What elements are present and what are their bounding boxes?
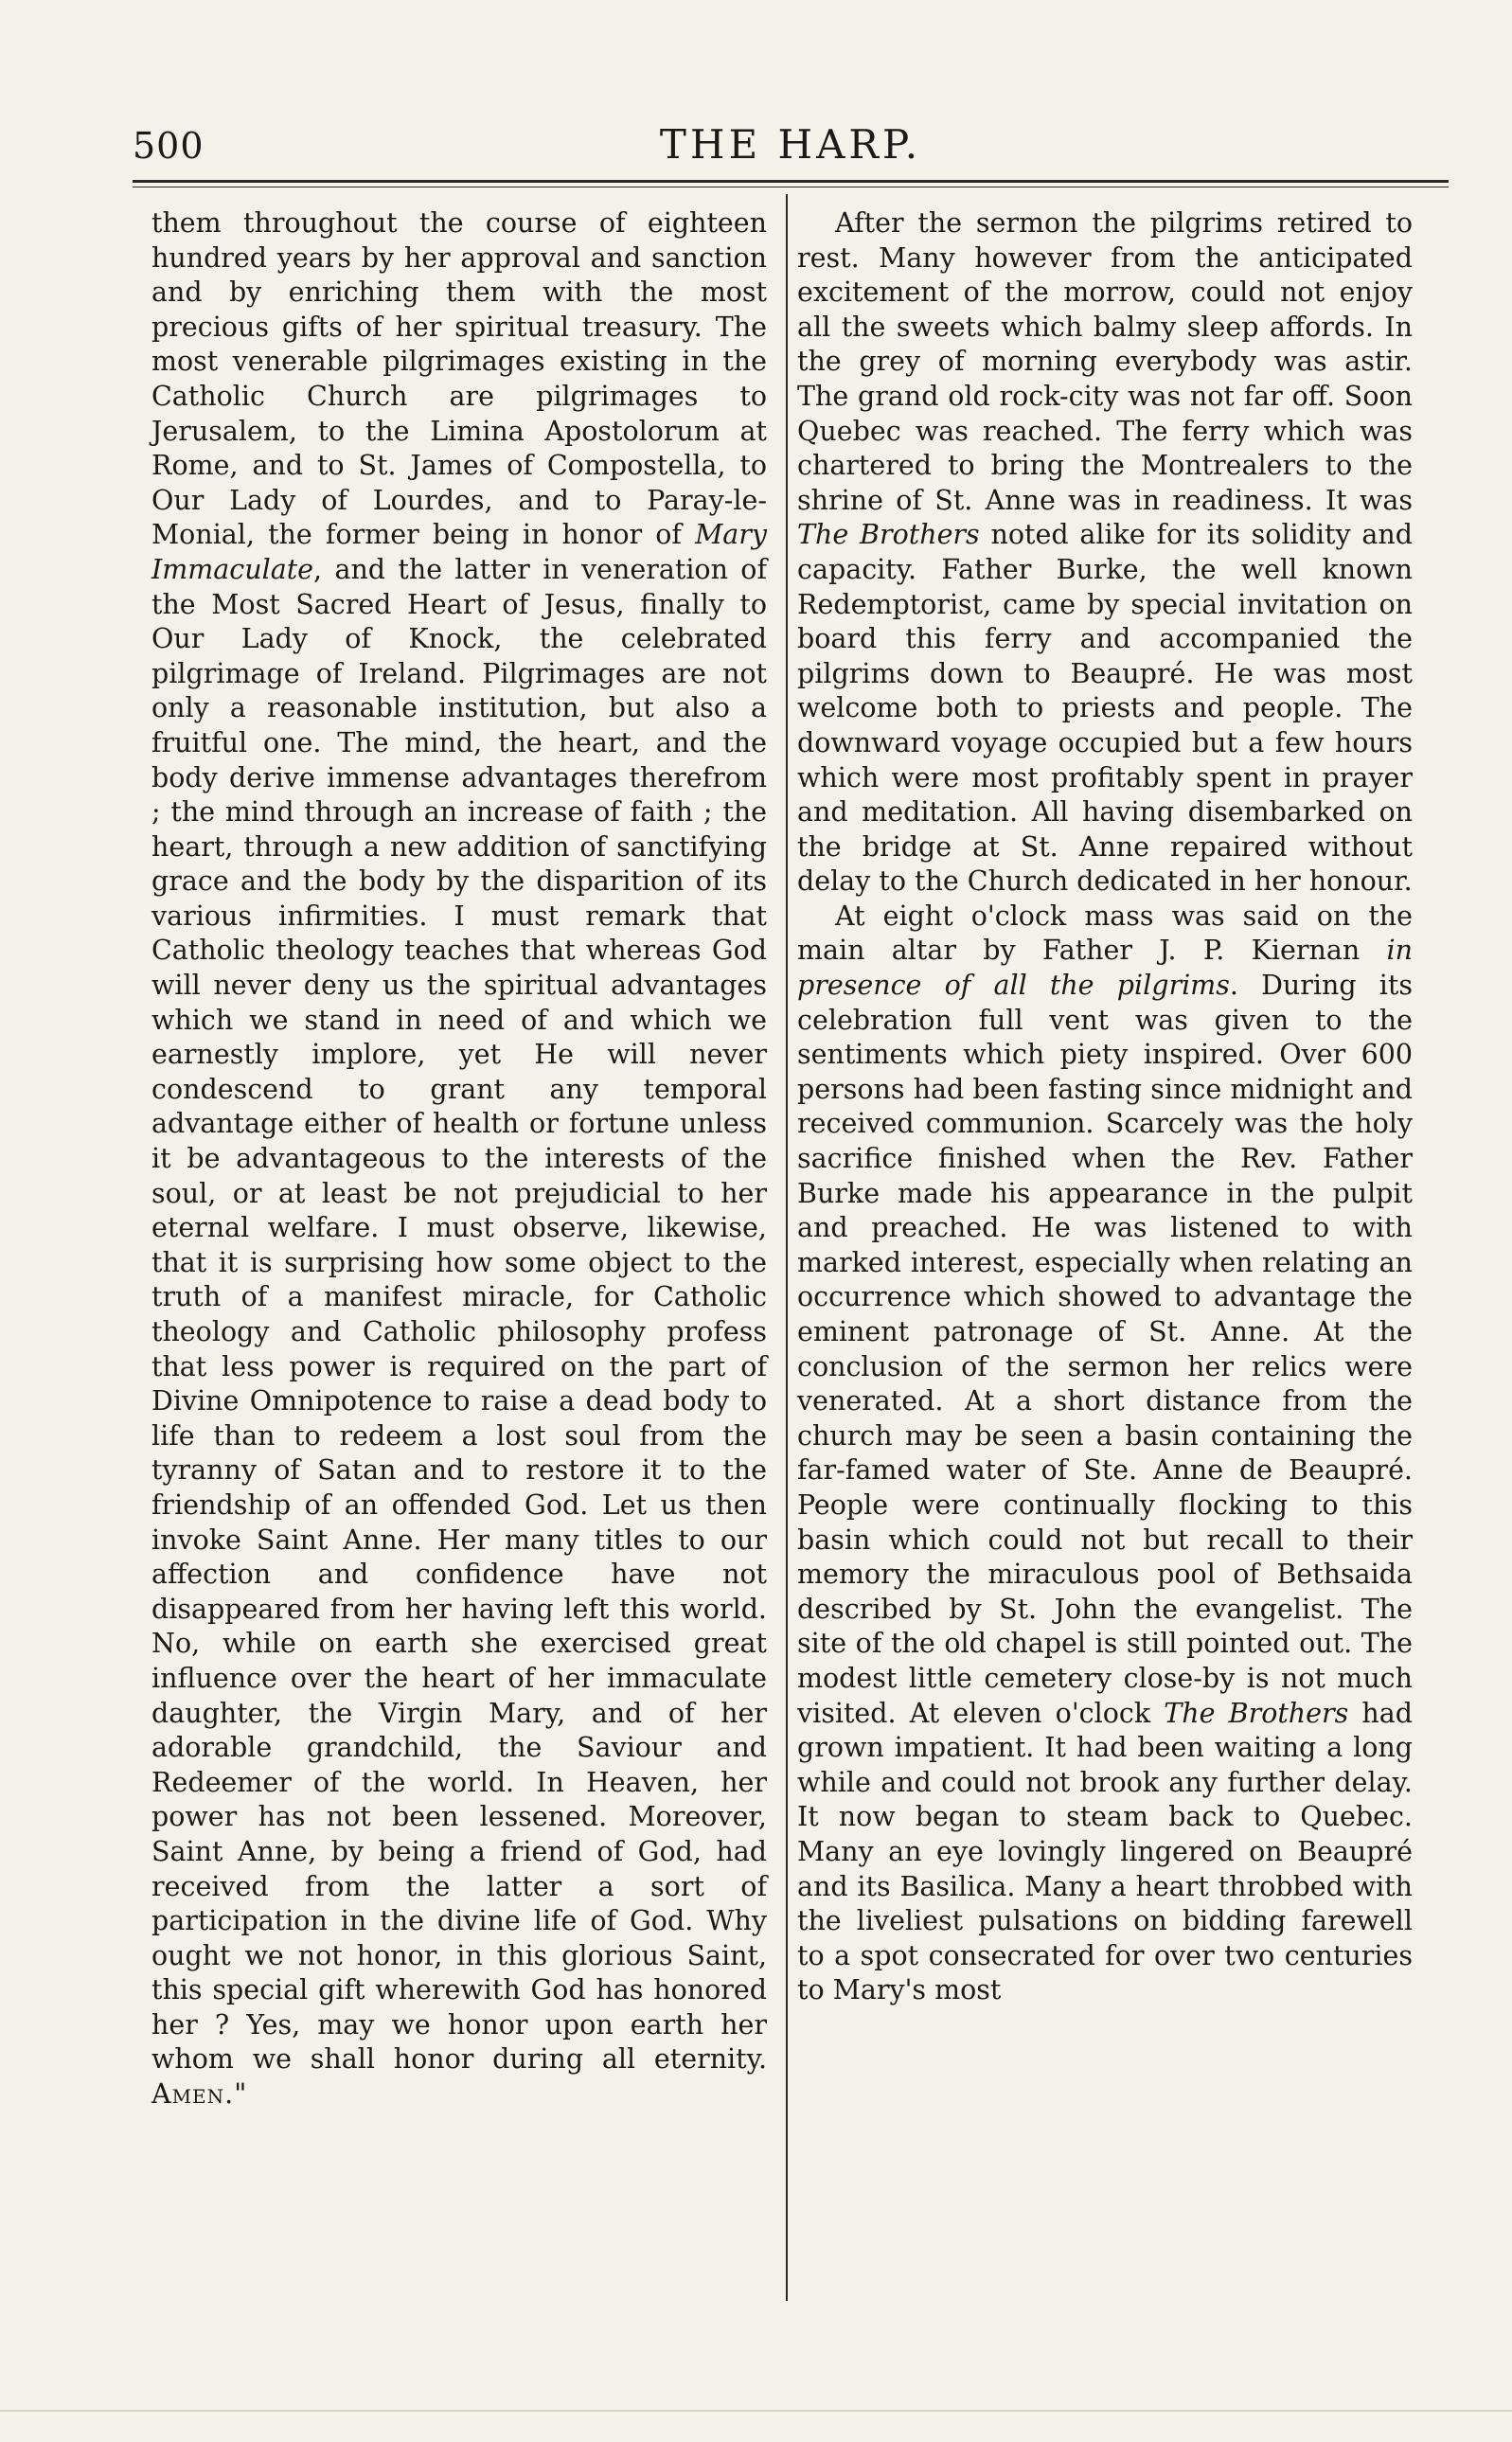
column-divider <box>786 194 788 2301</box>
italic-text: The Brothers <box>797 519 980 551</box>
page-bottom-edge <box>0 2410 1512 2412</box>
italic-text: in presence of all the pilgrims <box>797 935 1413 1002</box>
right-paragraph-2 <box>797 900 1413 2008</box>
left-column <box>151 206 767 2112</box>
text-run: noted alike for its solidity and capacity. Father Burke, the well known Redemptorist, came by special invitation on board this ferry and accompanied the pilgrims down to Beaupré. He was most welcome both to priests and people. The downward voyage occupied but a few hours which were most profitably spent in prayer and meditation. All having disembarked on the bridge at St. Anne repaired without delay to the Church dedicated in her honour. <box>797 519 1413 898</box>
text-run: had grown impatient. It had been waiting a long while and could not brook any further delay. It now began to steam back to Quebec. Many an eye lovingly lingered on Beaupré and its Basilica. Many a heart throbbed with the liveliest pulsations on bidding farewell to a spot consecrated for over two centuries to Mary's most <box>797 1697 1413 2006</box>
italic-text: The Brothers <box>1164 1697 1349 1729</box>
right-paragraph-1 <box>797 206 1413 900</box>
right-column <box>797 206 1413 2008</box>
amen-text: Amen. <box>151 2078 235 2111</box>
text-run: At eight o'clock mass was said on the main altar by Father J. P. Kiernan <box>797 900 1413 967</box>
italic-text: Mary Immaculate <box>151 519 767 585</box>
text-run: , and the latter in veneration of the Most Sacred Heart of Jesus, finally to Our Lady of Knock, the celebrated pilgrimage of Ireland. Pilgrimages are not only a reasonable institution, but also a fruitful one. The mind, the heart, and the body derive immense advantages therefrom ; the mind through an increase of faith ; the heart, through a new addition of sanctifying grace and the body by the disparition of its various infirmities. I must remark that Catholic theology teaches that whereas God will never deny us the spiritual advantages which we stand in need of and which we earnestly implore, yet He will never condescend to grant any temporal advantage either of health or fortune unless it be advantageous to the interests of the soul, or at least be not prejudicial to her eternal welfare. I must observe, likewise, that it is surprising how some object to the truth of a manifest miracle, for Catholic theology and Catholic philosophy profess that less power is required on the part of Divine Omnipotence to raise a dead body to life than to redeem a lost soul from the tyranny of Satan and to restore it to the friendship of an offended God. Let us then invoke Saint Anne. Her many titles to our affection and confidence have not disappeared from her having left this world. No, while on earth she exercised great influence over the heart of her immaculate daughter, the Virgin Mary, and of her adorable grandchild, the Saviour and Redeemer of the world. In Heaven, her power has not been lessened. Moreover, Saint Anne, by being a friend of God, had received from the latter a sort of participation in the divine life of God. Why ought we not honor, in this glorious Saint, this special gift wherewith God has honored her ? Yes, may we honor upon earth her whom we shall honor during all eternity. <box>151 553 767 2076</box>
page-number: 500 <box>133 125 205 167</box>
left-paragraph <box>151 206 767 2112</box>
text-run: . During its celebration full vent was given to the sentiments which piety inspired. Over 600 persons had been fasting since midnight and received communion. Scarcely was the holy sacrifice finished when the Rev. Father Burke made his appearance in the pulpit and preached. He was listened to with marked interest, especially when relating an occurrence which showed to advantage the eminent patronage of St. Anne. At the conclusion of the sermon her relics were venerated. At a short distance from the church may be seen a basin containing the far-famed water of Ste. Anne de Beaupré. People were continually flocking to this basin which could not but recall to their memory the miraculous pool of Bethsaida described by St. John the evangelist. The site of the old chapel is still pointed out. The modest little cemetery close-by is not much visited. At eleven o'clock <box>797 970 1413 1729</box>
text-run: them throughout the course of eighteen hundred years by her approval and sanction and by enriching them with the most precious gifts of her spiritual treasury. The most venerable pilgrimages existing in the Catholic Church are pilgrimages to Jerusalem, to the Limina Apostolorum at Rome, and to St. James of Compostella, to Our Lady of Lourdes, and to Paray-le-Monial, the former being in honor of <box>151 207 767 551</box>
running-title: THE HARP. <box>659 121 922 168</box>
closing-quote: " <box>234 2078 247 2111</box>
header-rule <box>133 180 1449 183</box>
page-header <box>133 121 1449 178</box>
text-run: After the sermon the pilgrims retired to rest. Many however from the anticipated excitement of the morrow, could not enjoy all the sweets which balmy sleep affords. In the grey of morning everybody was astir. The grand old rock-city was not far off. Soon Quebec was reached. The ferry which was chartered to bring the Montrealers to the shrine of St. Anne was in readiness. It was <box>797 207 1413 516</box>
